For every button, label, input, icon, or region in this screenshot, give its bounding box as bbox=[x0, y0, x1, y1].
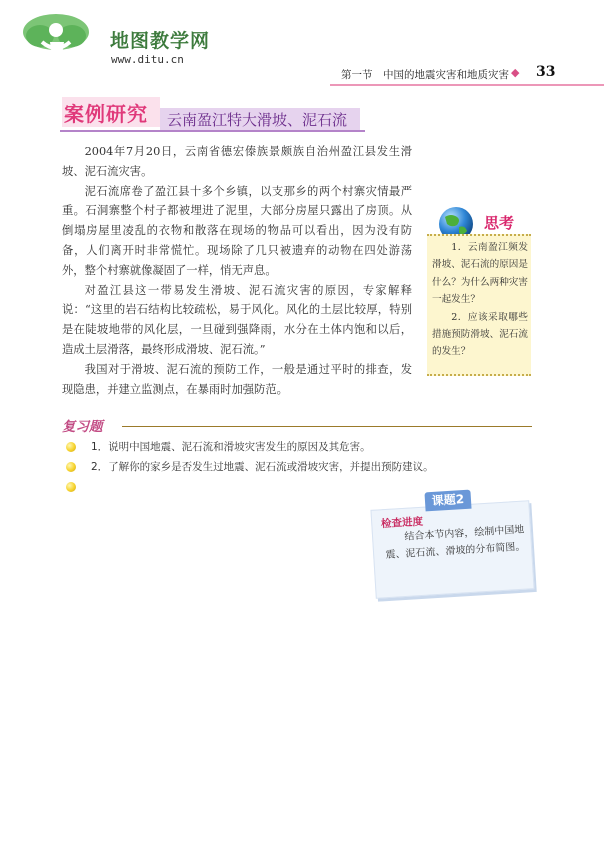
topic-tab: 课题2 bbox=[424, 490, 471, 512]
paragraph: 我国对于滑坡、泥石流的预防工作，一般是通过平时的排查，发现隐患，并建立监测点，在暴雨时加强防范。 bbox=[62, 362, 412, 396]
tree-logo-icon bbox=[20, 12, 92, 70]
bullet-icon bbox=[66, 442, 76, 452]
bullet-icon bbox=[66, 462, 76, 472]
case-study-label: 案例研究 bbox=[64, 102, 148, 126]
review-divider bbox=[122, 426, 532, 427]
think-question: 2．应该采取哪些措施预防滑坡、泥石流的发生？ bbox=[432, 311, 528, 358]
case-study-title: 云南盈江特大滑坡、泥石流 bbox=[167, 111, 348, 129]
think-question: 1．云南盈江频发滑坡、泥石流的原因是什么？为什么两种灾害一起发生？ bbox=[432, 242, 528, 306]
paragraph: 2004年7月20日，云南省德宏傣族景颇族自治州盈江县发生滑坡、泥石流灾害。 bbox=[62, 145, 412, 178]
brand-name: 地图教学网 bbox=[110, 30, 211, 52]
header-divider bbox=[330, 84, 604, 86]
diamond-icon: ◆ bbox=[511, 66, 520, 79]
paragraph: 对盈江县这一带易发生滑坡、泥石流灾害的原因，专家解释说：“这里的岩石结构比较疏松，易于风化。风化的土层比较厚，特别是在陡坡地带的风化层，一旦碰到强降雨，水分在土体内饱和以后，造成土层滑落，最终形成滑坡、泥石流。” bbox=[62, 283, 412, 356]
section-title: 第一节 中国的地震灾害和地质灾害 bbox=[341, 69, 509, 81]
brand-url: www.ditu.cn bbox=[111, 53, 184, 66]
bullet-icon bbox=[66, 482, 76, 492]
think-label: 思考 bbox=[484, 214, 515, 232]
review-item: 2．了解你的家乡是否发生过地震、泥石流或滑坡灾害，并提出预防建议。 bbox=[91, 461, 434, 473]
topic-task-text: 结合本节内容，绘制中国地震、泥石流、滑坡的分布简图。 bbox=[385, 524, 526, 561]
paragraph: 泥石流席卷了盈江县十多个乡镇，以支那乡的两个村寨灾情最严重。石洞寨整个村子都被埋进了泥里，大部分房屋只露出了房顶。从倒塌房屋里凌乱的衣物和散落在现场的物品可以看出，因为没有防备，人们离开时非常慌忙。现场除了几只被遗弃的动物在四处游荡外，整个村寨就像凝固了一样，悄无声息。 bbox=[62, 184, 412, 277]
think-questions bbox=[432, 239, 528, 361]
case-study-body bbox=[62, 142, 412, 399]
topic-subtitle: 检查进度 bbox=[380, 515, 424, 531]
review-heading: 复习题 bbox=[62, 419, 103, 435]
review-item: 1．说明中国地震、泥石流和滑坡灾害发生的原因及其危害。 bbox=[91, 441, 371, 453]
page-number: 33 bbox=[536, 64, 556, 80]
case-divider bbox=[60, 130, 365, 132]
